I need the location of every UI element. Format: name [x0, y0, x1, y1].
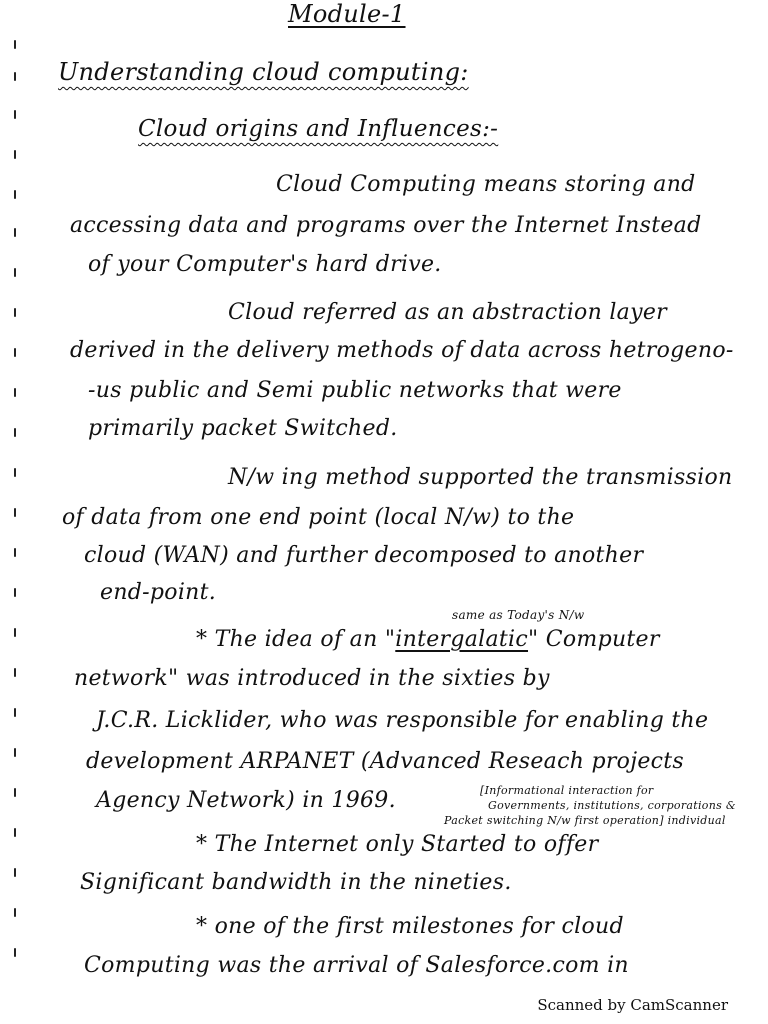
para6-line: Computing was the arrival of Salesforce.com in [84, 953, 629, 978]
margin-dot [14, 908, 16, 917]
para1-line: accessing data and programs over the Internet Instead [70, 213, 702, 238]
margin-dot [14, 628, 16, 637]
para5-line: * The Internet only Started to offer [196, 832, 599, 857]
margin-dot [14, 308, 16, 317]
intergalatic-word: intergalatic [395, 627, 529, 652]
para4-text-start: * The idea of an " [196, 627, 396, 652]
margin-dot [14, 388, 16, 397]
scanner-watermark: Scanned by CamScanner [537, 996, 728, 1014]
para4-line-start [196, 627, 660, 652]
margin-dot [14, 150, 16, 159]
para4-line: Agency Network) in 1969. [96, 788, 396, 813]
margin-dot [14, 268, 16, 277]
para3-line: end-point. [100, 580, 217, 605]
margin-dot [14, 948, 16, 957]
para3-line: cloud (WAN) and further decomposed to another [84, 543, 644, 568]
margin-dot [14, 40, 16, 49]
margin-dot [14, 110, 16, 119]
para4-line: J.C.R. Licklider, who was responsible for enabling the [96, 708, 709, 733]
para4-line: development ARPANET (Advanced Reseach projects [86, 749, 685, 774]
page-heading: Understanding cloud computing: [58, 58, 469, 86]
margin-rule [14, 0, 20, 1024]
para3-line: N/w ing method supported the transmission [228, 465, 733, 490]
margin-dot [14, 190, 16, 199]
section-subheading: Cloud origins and Influences:- [138, 116, 499, 142]
margin-dot [14, 468, 16, 477]
para4-line: network" was introduced in the sixties by [74, 666, 550, 691]
para2-line: primarily packet Switched. [88, 416, 398, 441]
para6-line: * one of the first milestones for cloud [196, 914, 624, 939]
margin-dot [14, 228, 16, 237]
margin-dot [14, 668, 16, 677]
para1-line: Cloud Computing means storing and [276, 172, 696, 197]
para2-line: Cloud referred as an abstraction layer [228, 300, 667, 325]
para5-line: Significant bandwidth in the nineties. [80, 870, 512, 895]
para1-line: of your Computer's hard drive. [88, 252, 442, 277]
para2-line: -us public and Semi public networks that were [88, 378, 622, 403]
bracket-note-line: [Informational interaction for [480, 784, 654, 797]
margin-dot [14, 428, 16, 437]
margin-dot [14, 508, 16, 517]
margin-dot [14, 788, 16, 797]
bracket-note-line: Governments, institutions, corporations & [488, 799, 736, 812]
margin-dot [14, 748, 16, 757]
para2-line: derived in the delivery methods of data across hetrogeno- [70, 338, 734, 363]
margin-dot [14, 72, 16, 81]
bracket-note-line: Packet switching N/w first operation] individual [444, 814, 726, 827]
margin-dot [14, 828, 16, 837]
module-title: Module-1 [288, 0, 406, 28]
margin-annotation: same as Today's N/w [452, 608, 585, 622]
para3-line: of data from one end point (local N/w) to the [62, 505, 575, 530]
margin-dot [14, 548, 16, 557]
margin-dot [14, 868, 16, 877]
margin-dot [14, 348, 16, 357]
para4-text-end: " Computer [528, 627, 660, 652]
margin-dot [14, 708, 16, 717]
margin-dot [14, 588, 16, 597]
